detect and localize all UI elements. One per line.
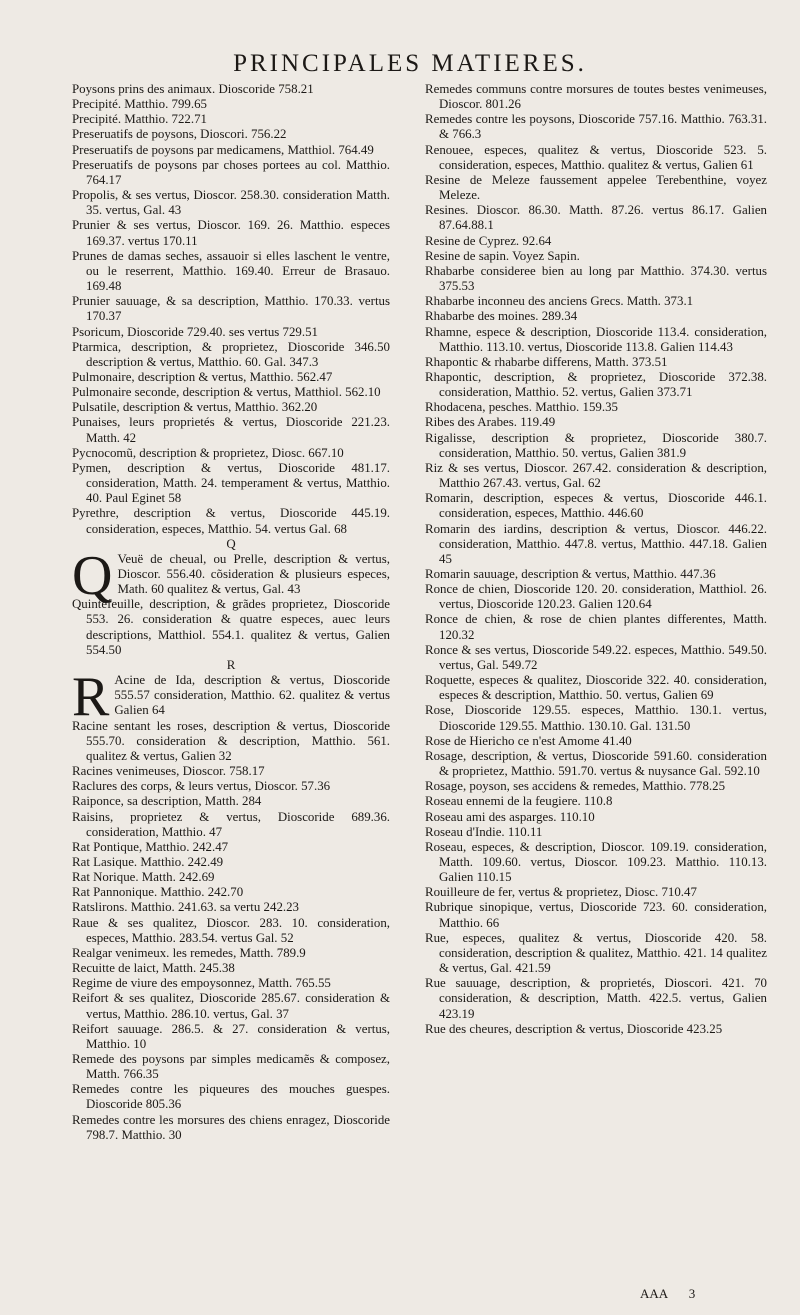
index-entry: Preseruatifs de poysons par medicamens, Matthiol. 764.49	[72, 142, 374, 157]
index-entry: Rat Lasique. Matthio. 242.49	[72, 854, 224, 869]
index-entry: Resine de Meleze faussement appelee Terebenthine, voyez Meleze.	[425, 172, 767, 203]
index-entry: Preseruatifs de poysons par choses portees au col. Matthio. 764.17	[72, 157, 390, 187]
index-entry: Pymen, description & vertus, Dioscoride 481.17. consideration, Matth. 24. temperament & vertus, Matthio. 40. Paul Eginet 58	[72, 460, 390, 506]
index-entry: Rubrique sinopique, vertus, Dioscoride 723. 60. consideration, Matthio. 66	[425, 900, 767, 930]
index-entry: Raiponce, sa description, Matth. 284	[72, 794, 262, 809]
index-entry: Pulsatile, description & vertus, Matthio. 362.20	[72, 400, 318, 415]
index-entry: Roseau ennemi de la feugiere. 110.8	[425, 794, 613, 809]
index-entry: Rat Pannonique. Matthio. 242.70	[72, 885, 244, 900]
index-entry: Remedes contre les poysons, Dioscoride 757.16. Matthio. 763.31. & 766.3	[425, 112, 767, 142]
index-entry: Punaises, leurs proprietés & vertus, Dioscoride 221.23. Matth. 42	[72, 415, 390, 445]
index-entry: Reifort sauuage. 286.5. & 27. consideration & vertus, Matthio. 10	[72, 1021, 390, 1051]
index-entry: Pycnocomũ, description & proprietez, Diosc. 667.10	[72, 445, 344, 460]
index-entry: Romarin des iardins, description & vertus, Dioscor. 446.22. consideration, Matthio. 447.8. vertus, Matthio. 447.18. Galien 45	[425, 521, 767, 566]
index-entry: Prunes de damas seches, assauoir si elles laschent le ventre, ou le reserrent, Matthio. 169.40. Erreur de Brasauo. 169.48	[72, 248, 390, 294]
index-entry: Rhapontic & rhabarbe differens, Matth. 373.51	[425, 354, 668, 369]
index-entry: Rue sauuage, description, & proprietés, Dioscori. 421. 70 consideration, & description, Matth. 422.5. vertus, Galien 423.19	[425, 976, 767, 1021]
index-entry: Romarin, description, especes & vertus, Dioscoride 446.1. consideration, especes, Matthio. 446.60	[425, 491, 767, 521]
section-letter: R	[226, 657, 236, 672]
index-entry: Rhabarbe des moines. 289.34	[425, 309, 578, 324]
page-number: 3	[688, 1286, 696, 1301]
index-entry: Ptarmica, description, & proprietez, Dioscoride 346.50 description & vertus, Matthio. 60. Gal. 347.3	[72, 339, 390, 369]
section-letter: Q	[226, 536, 236, 551]
index-entry: Ribes des Arabes. 119.49	[425, 415, 556, 430]
index-entry: Quintefeuille, description, & grãdes proprietez, Dioscoride 553. 26. consideration & quatre especes, auec leurs descriptions, Matthiol. 554.1. qualitez & vertus, Galien 554.50	[72, 597, 390, 657]
index-entry: Recuitte de laict, Matth. 245.38	[72, 961, 235, 976]
index-entry: Psoricum, Dioscoride 729.40. ses vertus 729.51	[72, 324, 318, 339]
index-entry: Pyrethre, description & vertus, Dioscoride 445.19. consideration, especes, Matthio. 54. vertus Gal. 68	[72, 506, 390, 536]
index-entry: Roseau ami des asparges. 110.10	[425, 809, 595, 824]
index-entry: Pulmonaire, description & vertus, Matthio. 562.47	[72, 369, 333, 384]
index-entry: Rhodacena, pesches. Matthio. 159.35	[425, 400, 618, 415]
index-entry: Rhabarbe consideree bien au long par Matthio. 374.30. vertus 375.53	[425, 263, 767, 294]
index-entry	[72, 544, 390, 607]
index-entry: Ratslirons. Matthio. 241.63. sa vertu 242.23	[72, 900, 300, 915]
index-entry: Remede des poysons par simples medicamẽs & composez, Matth. 766.35	[72, 1052, 390, 1082]
index-entry: Resine de Cyprez. 92.64	[425, 233, 552, 248]
page-footer	[640, 1286, 770, 1302]
drop-cap: Q	[72, 544, 113, 607]
index-entry: Rue, especes, qualitez & vertus, Dioscoride 420. 58. consideration, description & qualitez, Matthio. 421. 14 qualitez & vertus, Gal. 421.59	[425, 930, 767, 976]
index-entry: Rhabarbe inconneu des anciens Grecs. Matth. 373.1	[425, 294, 694, 309]
index-entry: Realgar venimeux. les remedes, Matth. 789.9	[72, 945, 306, 960]
index-entry: Reifort & ses qualitez, Dioscoride 285.67. consideration & vertus, Matthio. 286.10. vertus, Gal. 37	[72, 991, 390, 1021]
page-title: PRINCIPALES MATIERES.	[233, 50, 587, 77]
index-entry: Remedes contre les piqueures des mouches guespes. Dioscoride 805.36	[72, 1082, 390, 1112]
index-entry: Propolis, & ses vertus, Dioscor. 258.30. consideration Matth. 35. vertus, Gal. 43	[72, 188, 390, 218]
index-entry: Rat Norique. Matth. 242.69	[72, 870, 215, 885]
entry-text: Acine de Ida, description & vertus, Dioscoride 555.57 consideration, Matthio. 62. qualitez & vertus Galien 64	[114, 673, 390, 718]
index-entry: Pulmonaire seconde, description & vertus, Matthiol. 562.10	[72, 385, 381, 400]
index-entry: Rigalisse, description & proprietez, Dioscoride 380.7. consideration, Matthio. 50. vertus, Galien 381.9	[425, 430, 767, 460]
drop-cap: R	[72, 666, 110, 729]
index-entry: Ronce de chien, Dioscoride 120. 20. consideration, Matthiol. 26. vertus, Dioscoride 120.23. Galien 120.64	[425, 582, 767, 612]
index-entry: Romarin sauuage, description & vertus, Matthio. 447.36	[425, 567, 716, 581]
index-entry: Rosage, poyson, ses accidens & remedes, Matthio. 778.25	[425, 779, 726, 794]
index-entry: Rue des cheures, description & vertus, Dioscoride 423.25	[425, 1021, 723, 1036]
index-entry: Resine de sapin. Voyez Sapin.	[425, 248, 580, 263]
index-entry: Raclures des corps, & leurs vertus, Dioscor. 57.36	[72, 779, 331, 794]
index-entry: Preseruatifs de poysons, Dioscori. 756.22	[72, 127, 287, 142]
right-column	[425, 82, 767, 1037]
signature-mark: AAA	[640, 1286, 668, 1301]
index-entry: Precipité. Matthio. 799.65	[72, 97, 207, 112]
index-entry: Roseau d'Indie. 110.11	[425, 824, 543, 839]
index-entry: Prunier sauuage, & sa description, Matthio. 170.33. vertus 170.37	[72, 294, 390, 324]
index-entry: Rat Pontique, Matthio. 242.47	[72, 839, 229, 854]
index-entry: Roseau, especes, & description, Dioscor. 109.19. consideration, Matth. 109.60. vertus, Dioscor. 109.23. Matthio. 110.13. Galien 110.15	[425, 839, 767, 885]
index-entry: Racines venimeuses, Dioscor. 758.17	[72, 764, 265, 779]
index-entry: Rosage, description, & vertus, Dioscoride 591.60. consideration & proprietez, Matthio. 591.70. vertus & nuysance Gal. 592.10	[425, 748, 767, 779]
index-entry: Riz & ses vertus, Dioscor. 267.42. consideration & description, Matthio 267.43. vertus, Gal. 62	[425, 460, 767, 491]
index-entry: Rose de Hiericho ce n'est Amome 41.40	[425, 733, 632, 748]
index-entry: Regime de viure des empoysonnez, Matth. 765.55	[72, 976, 331, 991]
left-column	[72, 82, 390, 1143]
index-entry: Raue & ses qualitez, Dioscor. 283. 10. consideration, especes, Matthio. 283.54. vertus Gal. 52	[72, 915, 390, 945]
index-entry: Rhapontic, description, & proprietez, Dioscoride 372.38. consideration, Matthio. 52. vertus, Galien 373.71	[425, 369, 767, 400]
index-entry: Prunier & ses vertus, Dioscor. 169. 26. Matthio. especes 169.37. vertus 170.11	[72, 218, 390, 248]
index-entry: Raisins, proprietez & vertus, Dioscoride 689.36. consideration, Matthio. 47	[72, 809, 390, 839]
index-entry: Remedes contre les morsures des chiens enragez, Dioscoride 798.7. Matthio. 30	[72, 1112, 390, 1142]
index-entry: Poysons prins des animaux. Dioscoride 758.21	[72, 82, 314, 96]
index-entry: Racine sentant les roses, description & vertus, Dioscoride 555.70. consideration & description, Matthio. 561. qualitez & vertus, Galien 32	[72, 718, 390, 763]
index-entry: Rose, Dioscoride 129.55. especes, Matthio. 130.1. vertus, Dioscoride 129.55. Matthio. 130.10. Gal. 131.50	[425, 703, 767, 733]
index-entry: Remedes communs contre morsures de toutes bestes venimeuses, Dioscor. 801.26	[425, 82, 767, 112]
index-entry: Ronce de chien, & rose de chien plantes differentes, Matth. 120.32	[425, 612, 767, 642]
entry-text: Veuë de cheual, ou Prelle, description & vertus, Dioscor. 556.40. cõsideration & plusieurs especes, Math. 60 qualitez & vertus, Gal. 43	[117, 551, 390, 597]
index-entry: Ronce & ses vertus, Dioscoride 549.22. especes, Matthio. 549.50. vertus, Gal. 549.72	[425, 642, 767, 672]
index-entry	[72, 666, 390, 729]
index-entry: Precipité. Matthio. 722.71	[72, 112, 207, 127]
index-entry: Renouee, especes, qualitez & vertus, Dioscoride 523. 5. consideration, especes, Matthio. qualitez & vertus, Galien 61	[425, 142, 767, 172]
index-entry: Rouilleure de fer, vertus & proprietez, Diosc. 710.47	[425, 885, 697, 900]
index-entry: Rhamne, espece & description, Dioscoride 113.4. consideration, Matthio. 113.10. vertus, Dioscoride 113.8. Galien 114.43	[425, 324, 767, 354]
index-entry: Roquette, especes & qualitez, Dioscoride 322. 40. consideration, especes & description, Matthio. 50. vertus, Galien 69	[425, 673, 767, 703]
index-entry: Resines. Dioscor. 86.30. Matth. 87.26. vertus 86.17. Galien 87.64.88.1	[425, 203, 767, 233]
